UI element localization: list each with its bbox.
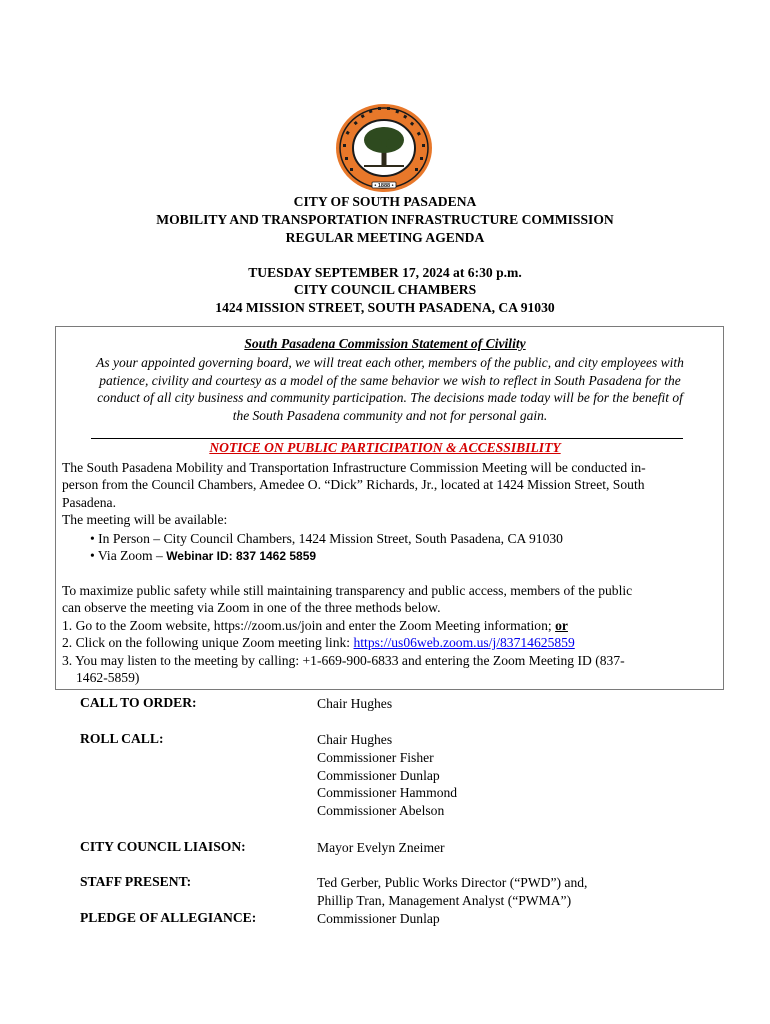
staff-present-label: STAFF PRESENT: [80, 874, 192, 889]
method-2-text: 2. Click on the following unique Zoom meeting link: [62, 635, 354, 650]
notice-title: NOTICE ON PUBLIC PARTICIPATION & ACCESSIBILITY [209, 440, 561, 455]
call-to-order-value: Chair Hughes [317, 696, 393, 711]
bullet-in-person: • In Person – City Council Chambers, 1424 Mission Street, South Pasadena, CA 91030 [90, 531, 563, 546]
meeting-address-heading: 1424 MISSION STREET, SOUTH PASADENA, CA 91030 [215, 300, 555, 315]
method-1 [62, 617, 568, 634]
civility-line: As your appointed governing board, we will treat each other, members of the public, and city employees with [96, 355, 684, 370]
civility-line: conduct of all city business and community participation. The decisions made today will be for the benefit of [97, 390, 683, 405]
zoom-meeting-link[interactable]: https://us06web.zoom.us/j/83714625859 [353, 635, 575, 650]
webinar-id: Webinar ID: 837 1462 5859 [166, 549, 317, 563]
city-name-heading: CITY OF SOUTH PASADENA [293, 194, 477, 209]
staff-line: Ted Gerber, Public Works Director (“PWD”) and, [317, 875, 588, 890]
svg-text:• 1888 •: • 1888 • [374, 183, 394, 189]
access-line: can observe the meeting via Zoom in one of the three methods below. [62, 600, 441, 616]
roll-call-list [317, 731, 457, 820]
meeting-date-heading: TUESDAY SEPTEMBER 17, 2024 at 6:30 p.m. [248, 265, 522, 280]
notice-line: The South Pasadena Mobility and Transportation Infrastructure Commission Meeting will be conducted in- [62, 460, 646, 475]
method-1-or: or [555, 618, 568, 633]
liaison-value: Mayor Evelyn Zneimer [317, 840, 445, 855]
call-to-order-label: CALL TO ORDER: [80, 695, 197, 710]
roll-call-member: Commissioner Dunlap [317, 767, 440, 783]
roll-call-label: ROLL CALL: [80, 731, 164, 746]
meeting-location-heading: CITY COUNCIL CHAMBERS [293, 282, 477, 297]
roll-call-member: Commissioner Hammond [317, 785, 458, 801]
commission-name-heading: MOBILITY AND TRANSPORTATION INFRASTRUCTURE COMMISSION [156, 212, 614, 227]
notice-line: Pasadena. [62, 494, 116, 510]
notice-line: person from the Council Chambers, Amedee O. “Dick” Richards, Jr., located at 1424 Mission Street, South [62, 477, 645, 493]
method-3: 3. You may listen to the meeting by calling: +1-669-900-6833 and entering the Zoom Meeting ID (837- [62, 653, 625, 668]
civility-line: the South Pasadena community and not for personal gain. [232, 407, 548, 423]
method-3-cont: 1462-5859) [76, 670, 140, 685]
pledge-label: PLEDGE OF ALLEGIANCE: [80, 910, 257, 925]
roll-call-member: Chair Hughes [317, 732, 393, 747]
roll-call-member: Commissioner Abelson [317, 803, 445, 819]
civility-line: patience, civility and courtesy as a model of the same behavior we wish to reflect in South Pasadena for the [99, 372, 681, 388]
agenda-type-heading: REGULAR MEETING AGENDA [285, 230, 485, 245]
notice-paragraph [62, 459, 722, 529]
staff-line: Phillip Tran, Management Analyst (“PWMA”) [317, 892, 572, 908]
staff-present-list [317, 874, 587, 910]
zoom-bullet-label: • Via Zoom – [90, 548, 167, 563]
notice-line: The meeting will be available: [62, 512, 228, 528]
pledge-value: Commissioner Dunlap [317, 911, 440, 926]
method-1-text: 1. Go to the Zoom website, https://zoom.us/join and enter the Zoom Meeting information; [62, 618, 556, 633]
civility-title: South Pasadena Commission Statement of Civility [244, 336, 526, 351]
access-line: To maximize public safety while still maintaining transparency and public access, members of the public [62, 583, 633, 598]
divider-rule [91, 438, 683, 439]
method-2 [62, 634, 575, 651]
city-seal-logo [334, 102, 434, 194]
access-paragraph [62, 582, 722, 617]
civility-statement [56, 354, 724, 424]
roll-call-member: Commissioner Fisher [317, 749, 434, 765]
bullet-via-zoom [90, 547, 316, 565]
liaison-label: CITY COUNCIL LIAISON: [80, 839, 246, 854]
